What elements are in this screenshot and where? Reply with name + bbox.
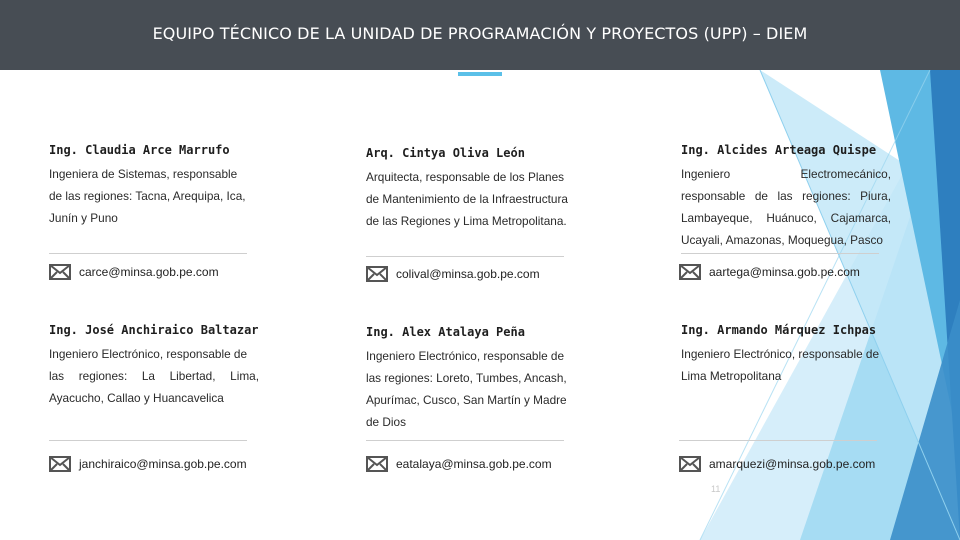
- member-name: Arq. Cintya Oliva León: [366, 146, 525, 160]
- desc-line: Ingeniero Electromecánico,: [681, 167, 891, 181]
- email-row[interactable]: [366, 266, 540, 282]
- desc-line: las regiones: La Libertad, Lima,: [49, 369, 259, 383]
- envelope-icon: [366, 456, 388, 472]
- divider: [49, 253, 247, 254]
- member-card-aartega: [681, 143, 891, 251]
- desc-line: de las Regiones y Lima Metropolitana.: [366, 214, 567, 228]
- email-row[interactable]: [49, 456, 247, 472]
- member-card-janchiraico: [49, 323, 259, 409]
- member-description: [681, 163, 891, 251]
- member-description: [366, 166, 576, 232]
- envelope-icon: [49, 264, 71, 280]
- divider: [681, 253, 879, 254]
- desc-line: Ingeniero Electrónico, responsable de: [681, 347, 880, 361]
- email-row[interactable]: [679, 264, 860, 280]
- email-link[interactable]: amarquezi@minsa.gob.pe.com: [709, 457, 876, 471]
- desc-line: Apurímac, Cusco, San Martín y Madre: [366, 393, 567, 407]
- member-card-eatalaya: [366, 325, 576, 433]
- divider: [366, 440, 564, 441]
- desc-line: de las regiones: Tacna, Arequipa, Ica,: [49, 189, 246, 203]
- envelope-icon: [366, 266, 388, 282]
- desc-line: las regiones: Loreto, Tumbes, Ancash,: [366, 371, 567, 385]
- desc-line: Ingeniero Electrónico, responsable de: [366, 349, 565, 363]
- email-link[interactable]: carce@minsa.gob.pe.com: [79, 265, 219, 279]
- desc-line: Junín y Puno: [49, 211, 118, 225]
- divider: [49, 440, 247, 441]
- page-number: 11: [711, 484, 721, 494]
- email-link[interactable]: eatalaya@minsa.gob.pe.com: [396, 457, 552, 471]
- member-description: [681, 343, 891, 387]
- desc-line: de Mantenimiento de la Infraestructura: [366, 192, 568, 206]
- desc-line: Ingeniera de Sistemas, responsable: [49, 167, 238, 181]
- email-row[interactable]: [679, 456, 875, 472]
- member-name: Ing. Alcides Arteaga Quispe: [681, 143, 877, 157]
- member-card-amarquezi: [681, 323, 891, 387]
- desc-line: Lima Metropolitana: [681, 369, 782, 383]
- desc-line: Ucayali, Amazonas, Moquegua, Pasco: [681, 233, 883, 247]
- envelope-icon: [679, 456, 701, 472]
- divider: [679, 440, 877, 441]
- desc-line: de Dios: [366, 415, 406, 429]
- email-link[interactable]: colival@minsa.gob.pe.com: [396, 267, 540, 281]
- member-card-colival: [366, 146, 576, 232]
- desc-line: Ingeniero Electrónico, responsable de: [49, 347, 248, 361]
- member-name: Ing. Claudia Arce Marrufo: [49, 143, 230, 157]
- desc-line: Ayacucho, Callao y Huancavelica: [49, 391, 224, 405]
- desc-line: responsable de las regiones: Piura,: [681, 189, 891, 203]
- email-link[interactable]: janchiraico@minsa.gob.pe.com: [79, 457, 247, 471]
- divider: [366, 256, 564, 257]
- email-row[interactable]: [49, 264, 219, 280]
- member-description: [49, 343, 259, 409]
- member-description: [366, 345, 576, 433]
- member-description: [49, 163, 259, 229]
- envelope-icon: [49, 456, 71, 472]
- email-row[interactable]: [366, 456, 552, 472]
- member-card-carce: [49, 143, 259, 229]
- envelope-icon: [679, 264, 701, 280]
- member-name: Ing. Alex Atalaya Peña: [366, 325, 525, 339]
- title-accent-bar: [458, 72, 502, 76]
- desc-line: Arquitecta, responsable de los Planes: [366, 170, 565, 184]
- member-name: Ing. Armando Márquez Ichpas: [681, 323, 877, 337]
- desc-line: Lambayeque, Huánuco, Cajamarca,: [681, 211, 891, 225]
- page-title: EQUIPO TÉCNICO DE LA UNIDAD DE PROGRAMACIÓN Y PROYECTOS (UPP) – DIEM: [152, 24, 808, 43]
- email-link[interactable]: aartega@minsa.gob.pe.com: [709, 265, 860, 279]
- header-bar: [0, 0, 960, 70]
- member-name: Ing. José Anchiraico Baltazar: [49, 323, 259, 337]
